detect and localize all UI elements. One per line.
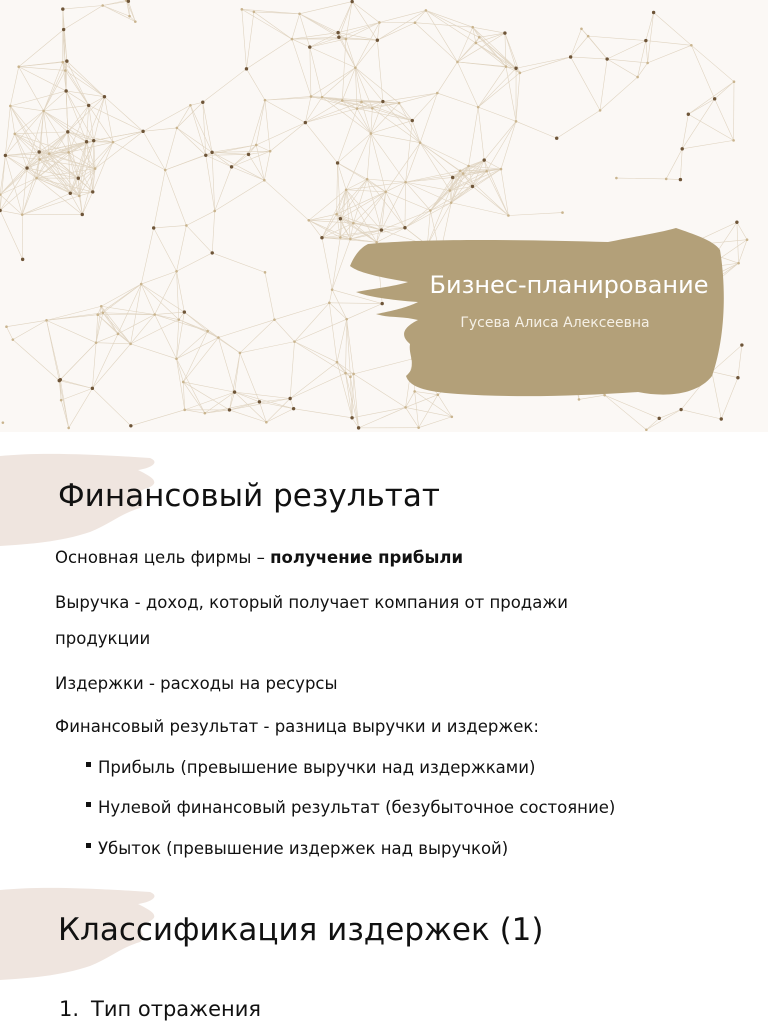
list-item: Прибыль (превышение выручки над издержками) [86, 758, 535, 777]
list-item: Нулевой финансовый результат (безубыточное состояние) [86, 798, 615, 817]
slide-heading: Классификация издержек (1) [58, 912, 544, 948]
numbered-item [59, 997, 261, 1021]
title-slide [0, 0, 768, 432]
presentation-title: Бизнес-планирование [429, 271, 709, 299]
goal-emphasis: получение прибыли [270, 548, 464, 567]
item-number: 1. [59, 997, 80, 1021]
cost-classification-slide [0, 864, 768, 1024]
author-name: Гусева Алиса Алексеевна [460, 315, 650, 331]
result-paragraph: Финансовый результат - разница выручки и издержек: [55, 717, 539, 736]
revenue-paragraph-cont: продукции [55, 629, 151, 648]
title-brush-shape [348, 226, 728, 398]
goal-paragraph [55, 548, 463, 567]
bullet-square-icon [86, 802, 91, 807]
list-item: Убыток (превышение издержек над выручкой) [86, 839, 508, 858]
revenue-paragraph: Выручка - доход, который получает компания от продажи [55, 593, 568, 612]
goal-prefix: Основная цель фирмы – [55, 548, 271, 567]
financial-result-slide [0, 432, 768, 864]
bullet-square-icon [86, 762, 91, 767]
slide-heading: Финансовый результат [58, 478, 440, 514]
item-text: Тип отражения [91, 997, 262, 1021]
costs-paragraph: Издержки - расходы на ресурсы [55, 674, 338, 693]
bullet-square-icon [86, 843, 91, 848]
